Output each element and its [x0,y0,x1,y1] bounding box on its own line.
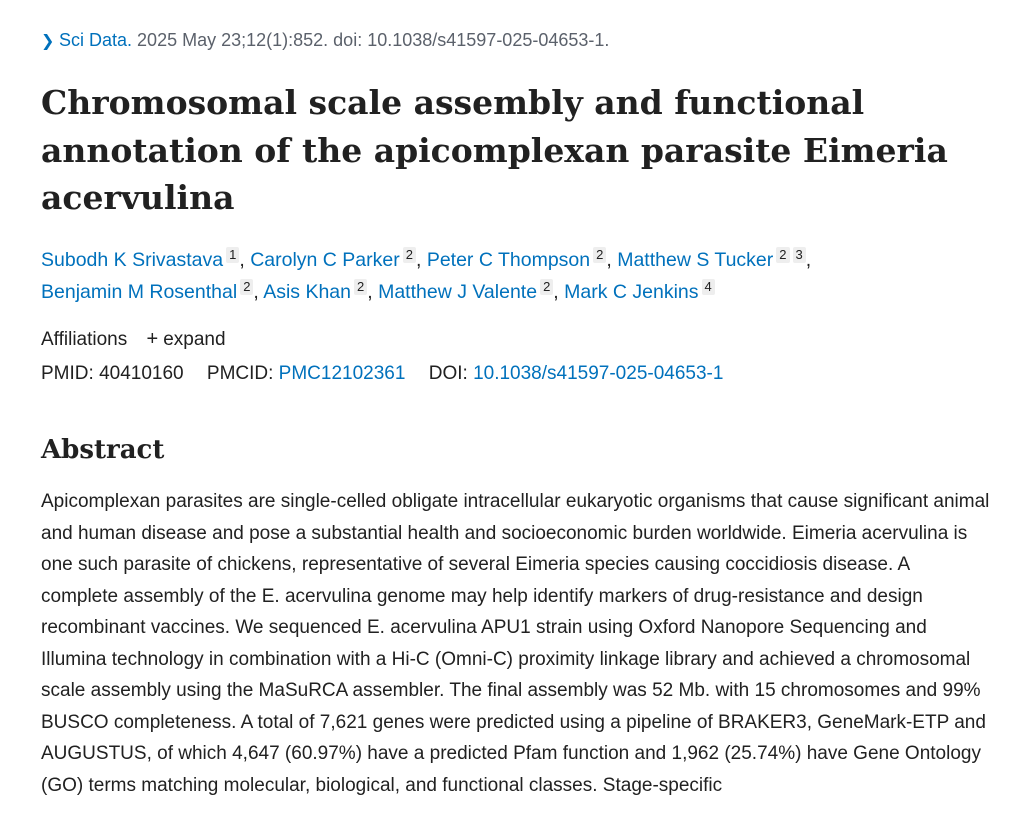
affiliation-badge[interactable]: 2 [403,247,416,263]
author-link[interactable]: Benjamin M Rosenthal [41,281,238,303]
affiliations-expand-toggle[interactable] [147,329,226,350]
affiliation-badge[interactable]: 2 [593,247,606,263]
author-link[interactable]: Mark C Jenkins [564,281,699,303]
pmcid-link[interactable]: PMC12102361 [278,363,406,384]
author-item: Asis Khan 2 , [263,279,373,303]
chevron-right-icon[interactable]: ❯ [41,33,55,50]
author-link[interactable]: Peter C Thompson [426,249,591,271]
author-link[interactable]: Matthew J Valente [378,281,538,303]
affiliation-badge[interactable]: 2 [540,279,553,295]
author-item: Matthew J Valente 2 , [378,279,559,303]
citation-details: 2025 May 23;12(1):852. doi: 10.1038/s41597-025-04653-1. [137,30,610,50]
pmid-group [41,363,184,384]
abstract-heading: Abstract [41,435,165,465]
affiliation-badge[interactable]: 1 [226,247,239,263]
identifiers-row [41,361,741,387]
doi-label: DOI: [428,363,468,384]
affiliation-badge[interactable]: 3 [793,247,806,263]
citation-line [41,28,609,54]
pmcid-group [207,363,406,384]
doi-link[interactable]: 10.1038/s41597-025-04653-1 [473,363,724,384]
author-link[interactable]: Asis Khan [263,281,351,303]
author-link[interactable]: Subodh K Srivastava [41,249,224,271]
pmid-value: 40410160 [99,363,184,384]
plus-icon: + [146,328,159,350]
affiliation-badge[interactable]: 2 [240,279,253,295]
affiliations-row [41,326,226,353]
affiliation-badge[interactable]: 2 [776,247,789,263]
affiliation-badge[interactable]: 2 [354,279,367,295]
abstract-text: Apicomplexan parasites are single-celled obligate intracellular eukaryotic organisms that cause significant animal and human disease and pose a substantial health and socioeconomic burden worldwide. Eimeria acervulina is one such parasite of chickens, representative of several Eimeria species causing coccidiosis disease. A complete assembly of the E. acervulina genome may help identify markers of drug-resistance and design recombinant vaccines. We sequenced E. acervulina APU1 strain using Oxford Nanopore Sequencing and Illumina technology in combination with a Hi-C (Omni-C) proximity linkage library and achieved a chromosomal scale assembly using the MaSuRCA assembler. The final assembly was 52 Mb. with 15 chromosomes and 99% BUSCO completeness. A total of 7,621 genes were predicted using a pipeline of BRAKER3, GeneMark-ETP and AUGUSTUS, of which 4,647 (60.97%) have a predicted Pfam function and 1,962 (25.74%) have Gene Ontology (GO) terms matching molecular, biological, and functional classes. Stage-specific [41,491,990,796]
affiliation-badge[interactable]: 4 [702,279,715,295]
author-item: Peter C Thompson 2 , [426,247,612,271]
pmid-label: PMID: [41,363,94,384]
pmcid-label: PMCID: [206,363,274,384]
author-item: Benjamin M Rosenthal 2 , [41,279,259,303]
doi-group [429,363,724,384]
affiliations-label: Affiliations [41,329,128,350]
author-link[interactable]: Carolyn C Parker [250,249,400,271]
author-item: Carolyn C Parker 2 , [250,247,422,271]
author-list [41,244,981,308]
author-item: Subodh K Srivastava 1 , [41,247,245,271]
journal-link[interactable]: Sci Data. [59,30,133,50]
article-title: Chromosomal scale assembly and functional annotation of the apicomplexan parasite Eimeria acervulina [41,83,948,217]
expand-label: expand [163,329,226,350]
author-item [564,281,715,303]
author-item: Matthew S Tucker 2 3 , [617,247,812,271]
author-link[interactable]: Matthew S Tucker [617,249,774,271]
